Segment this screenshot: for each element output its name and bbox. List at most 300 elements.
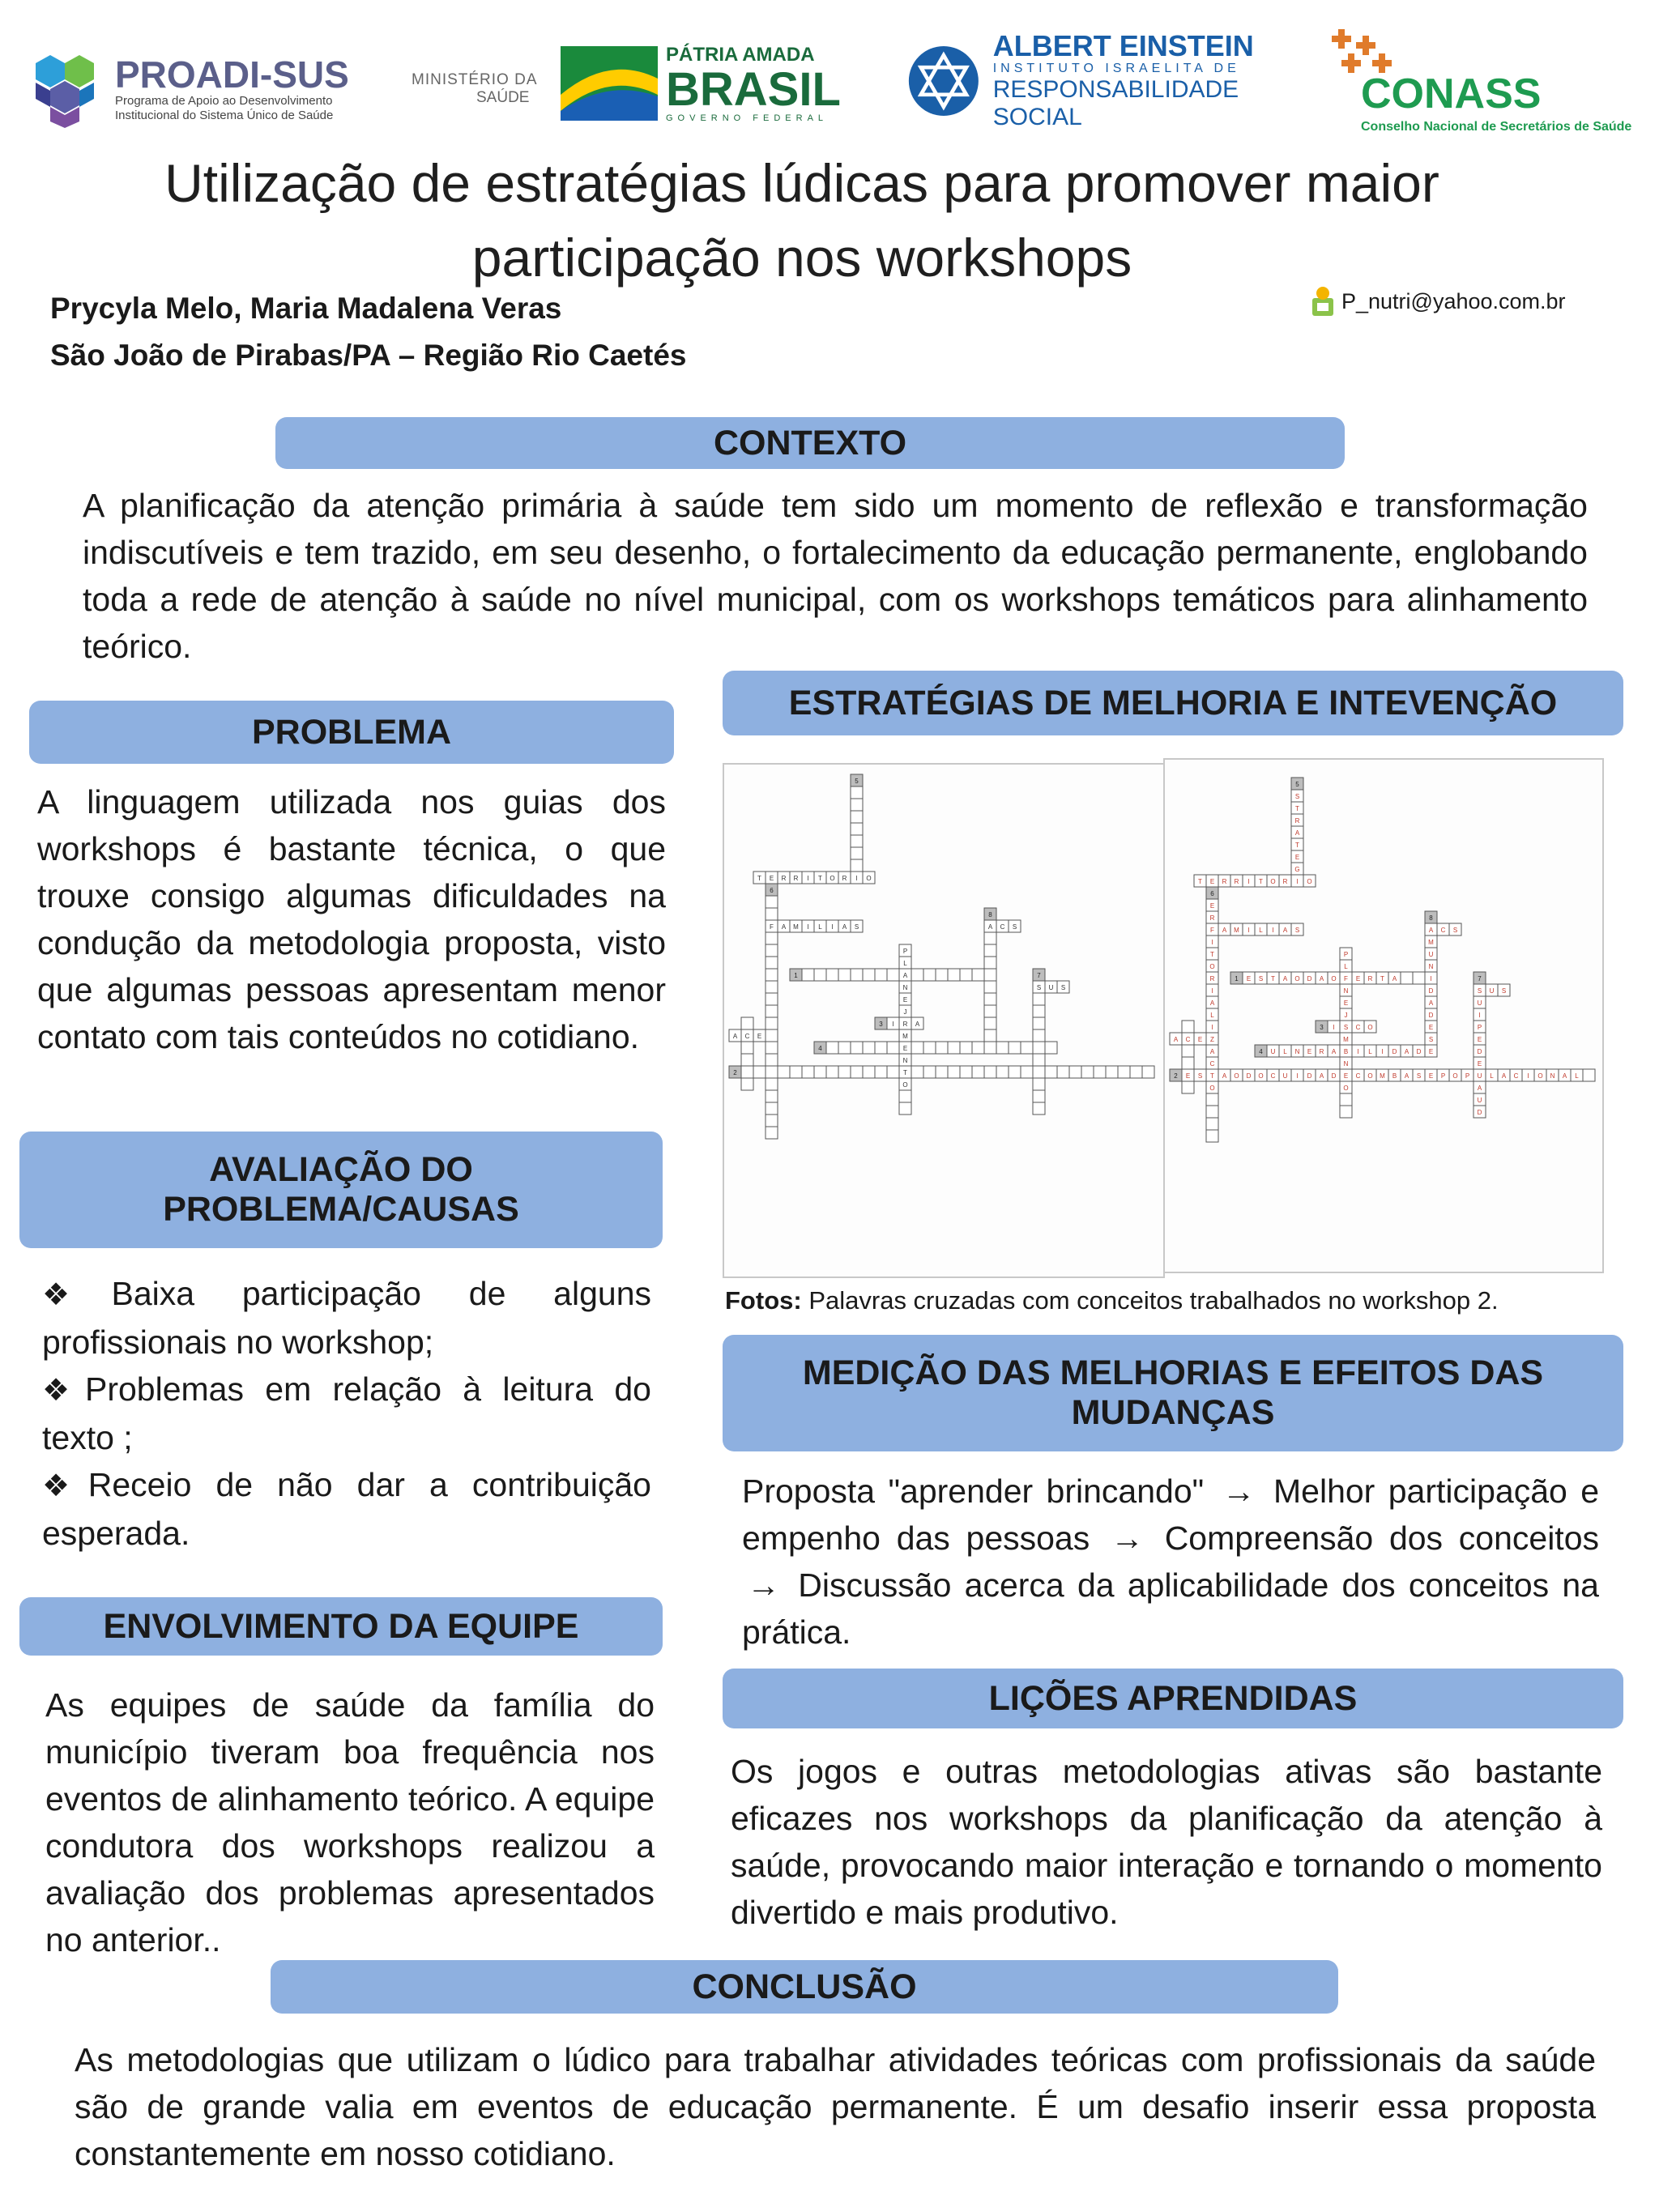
crossword-clue-number: 3	[879, 1020, 883, 1028]
title-line1: Utilização de estratégias lúdicas para promover maior	[164, 153, 1439, 213]
crossword-cell	[766, 908, 778, 920]
crossword-letter: E	[1343, 1072, 1349, 1080]
crossword-letter: U	[1048, 983, 1054, 991]
crossword-letter: E	[1209, 877, 1215, 885]
crossword-cell	[948, 969, 960, 981]
crossword-letter: I	[1333, 1023, 1335, 1031]
crossword-letter: D	[1392, 1047, 1397, 1055]
crossword-cell	[838, 1066, 851, 1078]
crossword-letter: C	[1185, 1035, 1191, 1043]
contexto-header	[275, 417, 1345, 469]
problema-heading: PROBLEMA	[251, 712, 452, 752]
crossword-cell	[960, 969, 972, 981]
crossword-letter: I	[1430, 974, 1432, 982]
crossword-letter: S	[1258, 974, 1264, 982]
crossword-letter: S	[1343, 1023, 1349, 1031]
crossword-letter: I	[1272, 926, 1274, 934]
crossword-letter: D	[1428, 987, 1434, 995]
crossword-letter: N	[1343, 1059, 1349, 1068]
problema-text: A linguagem utilizada nos guias dos workshops é bastante técnica, o que trouxe consigo algumas dificuldades na condução da metodologia proposta, visto que algumas pessoas apresentam menor contato com tais conteúdos no cotidiano.	[37, 783, 666, 1055]
crossword-cell	[984, 957, 996, 969]
crossword-letter: C	[1270, 1072, 1276, 1080]
crossword-letter: J	[903, 1008, 907, 1016]
crossword-clue-number: 4	[818, 1044, 822, 1052]
crossword-letter: C	[744, 1032, 750, 1040]
crossword-letter: U	[1477, 1072, 1482, 1080]
crossword-letter: A	[1404, 1072, 1410, 1080]
crossword-cell	[1413, 972, 1425, 984]
crossword-cell	[1206, 1093, 1218, 1106]
crossword-letter: F	[1210, 926, 1214, 934]
problema-header	[29, 701, 674, 764]
crossword-cell	[1033, 1102, 1045, 1115]
crossword-letter: A	[1319, 1072, 1324, 1080]
email-block	[1311, 285, 1566, 318]
crossword-clue-number: 6	[1210, 889, 1214, 897]
crossword-letter: L	[1575, 1072, 1579, 1080]
proadi-line2: Institucional do Sistema Único de Saúde	[115, 109, 334, 122]
crossword-cell	[996, 1066, 1009, 1078]
crossword-letter: L	[1490, 1072, 1494, 1080]
conclusao-text: As metodologias que utilizam o lúdico para trabalhar atividades teóricas com profissionais da saúde são de grande valia em eventos de educação permanente. É um desafio inserir essa proposta constantemente em nosso cotidiano.	[75, 2041, 1596, 2172]
crossword-cell	[1069, 1066, 1081, 1078]
einstein-line2: INSTITUTO ISRAELITA DE	[992, 62, 1240, 75]
right-arrow-icon: →	[747, 1566, 780, 1604]
proadi-brand: PROADI-SUS	[115, 53, 349, 96]
poster-title	[65, 146, 1539, 295]
crossword-letter: E	[1307, 1047, 1312, 1055]
crossword-letter: I	[1211, 987, 1213, 995]
medicao-header	[723, 1335, 1623, 1451]
crossword-letter: E	[1209, 901, 1215, 910]
crossword-cell	[1033, 1042, 1045, 1054]
ministerio-saude-logo	[412, 71, 541, 120]
crossword-letter: R	[1209, 974, 1215, 982]
crossword-cell	[911, 1042, 923, 1054]
crossword-letter: S	[1294, 926, 1300, 934]
medicao-part4: Discussão acerca da aplicabilidade dos conceitos na prática.	[742, 1566, 1599, 1651]
crossword-letter: U	[1477, 999, 1482, 1007]
crossword-letter: A	[987, 923, 993, 931]
crossword-letter: D	[1477, 1047, 1482, 1055]
crossword-cell	[984, 969, 996, 981]
crossword-cell	[1033, 1017, 1045, 1029]
crossword-letter: C	[1000, 923, 1005, 931]
crossword-letter: D	[1307, 974, 1312, 982]
einstein-logo	[907, 29, 1312, 130]
crossword-cell	[984, 1029, 996, 1042]
crossword-cell	[887, 1066, 899, 1078]
crossword-letter: R	[1367, 974, 1373, 982]
crossword-cell	[911, 969, 923, 981]
crossword-letter: E	[1428, 1047, 1434, 1055]
right-arrow-icon: →	[1222, 1473, 1256, 1510]
licoes-heading: LIÇÕES APRENDIDAS	[988, 1678, 1358, 1718]
crossword-cell	[899, 1102, 911, 1115]
crossword-letter: R	[1209, 914, 1215, 922]
crossword-letter: E	[1428, 1072, 1434, 1080]
proadi-sus-logo	[31, 49, 379, 130]
crossword-cell	[766, 1042, 778, 1054]
crossword-letter: S	[1197, 1072, 1203, 1080]
title-line2: participação nos workshops	[471, 228, 1132, 288]
crossword-letter: M	[1428, 938, 1434, 946]
crossword-letter: R	[1282, 877, 1288, 885]
crossword-cell	[826, 1042, 838, 1054]
licoes-header	[723, 1669, 1623, 1728]
crossword-letter: S	[1501, 987, 1507, 995]
crossword-cell	[851, 847, 863, 859]
brasil-flag-icon	[561, 46, 658, 121]
crossword-letter: E	[1355, 974, 1361, 982]
crossword-letter: D	[1416, 1047, 1422, 1055]
crossword-cell	[741, 1066, 753, 1078]
crossword-letter: O	[1367, 1072, 1373, 1080]
crossword-letter: T	[1198, 877, 1202, 885]
conclusao-header	[271, 1960, 1338, 2014]
crossword-letter: A	[1294, 829, 1300, 837]
crossword-cell	[863, 1042, 875, 1054]
crossword-letter: C	[1209, 1059, 1215, 1068]
crossword-letter: A	[1173, 1035, 1179, 1043]
crossword-cell	[1130, 1066, 1142, 1078]
crossword-cell	[984, 1005, 996, 1017]
crossword-cell	[887, 969, 899, 981]
right-arrow-icon: →	[1110, 1519, 1144, 1557]
crossword-letter: A	[1209, 999, 1215, 1007]
crossword-cell	[1401, 972, 1413, 984]
crossword-clue-number: 8	[1429, 914, 1433, 922]
avaliacao-header	[19, 1132, 663, 1248]
crossword-letter: T	[1295, 841, 1299, 849]
crossword-cell	[1094, 1066, 1106, 1078]
crossword-cell	[851, 969, 863, 981]
crossword-letter: S	[1012, 923, 1017, 931]
einstein-line3: RESPONSABILIDADE SOCIAL	[992, 76, 1239, 130]
photo-caption	[725, 1286, 1499, 1315]
brasil-line3: GOVERNO FEDERAL	[666, 113, 829, 123]
crossword-letter: M	[1380, 1072, 1385, 1080]
crossword-cell	[863, 1066, 875, 1078]
crossword-cell	[1340, 1106, 1352, 1118]
crossword-letter: F	[1344, 974, 1348, 982]
crossword-letter: N	[1343, 987, 1349, 995]
crossword-cell	[1583, 1069, 1595, 1081]
proadi-line1: Programa de Apoio ao Desenvolvimento	[115, 94, 333, 108]
crossword-clue-number: 1	[794, 971, 798, 979]
crossword-letter: D	[1246, 1072, 1252, 1080]
crossword-letter: O	[1258, 1072, 1264, 1080]
envolvimento-heading: ENVOLVIMENTO DA EQUIPE	[103, 1606, 579, 1646]
crossword-letter: I	[1211, 1023, 1213, 1031]
crossword-letter: D	[1428, 1011, 1434, 1019]
crossword-letter: D	[1307, 1072, 1312, 1080]
email-address[interactable]: P_nutri@yahoo.com.br	[1341, 288, 1566, 313]
crossword-letter: A	[1209, 1047, 1215, 1055]
crossword-cell	[851, 811, 863, 823]
crossword-letter: A	[781, 923, 787, 931]
crossword-letter: A	[1404, 1047, 1410, 1055]
crossword-cell	[1142, 1066, 1154, 1078]
crossword-cell	[766, 1090, 778, 1102]
crossword-letter: O	[1234, 1072, 1239, 1080]
crossword-letter: S	[1416, 1072, 1422, 1080]
crossword-letter: T	[1259, 877, 1263, 885]
crossword-cell	[948, 1066, 960, 1078]
crossword-letter: A	[842, 923, 847, 931]
crossword-cell	[1206, 1118, 1218, 1130]
avaliacao-heading-line2: PROBLEMA/CAUSAS	[163, 1190, 519, 1229]
crossword-letter: B	[1343, 1047, 1349, 1055]
contexto-text: A planificação da atenção primária à saúde tem sido um momento de reflexão e transformação indiscutíveis e tem trazido, em seu desenho, o fortalecimento da educação permanente, englobando toda a rede de atenção à saúde no nível municipal, com os workshops temáticos para alinhamento teórico.	[83, 487, 1588, 665]
crossword-cell	[1340, 1093, 1352, 1106]
brasil-logo	[561, 39, 852, 128]
crossword-letter: T	[903, 1068, 907, 1076]
crossword-letter: D	[1331, 1072, 1337, 1080]
crossword-letter: S	[1060, 983, 1066, 991]
caption-label: Fotos:	[725, 1286, 802, 1315]
crossword-cell	[838, 969, 851, 981]
crossword-letter: T	[1210, 1072, 1214, 1080]
crossword-letter: S	[1428, 1035, 1434, 1043]
crossword-cell	[984, 1042, 996, 1054]
author-location: São João de Pirabas/PA – Região Rio Caetés	[50, 339, 687, 372]
crossword-cell	[984, 1066, 996, 1078]
crossword-cell	[1033, 1029, 1045, 1042]
crossword-letter: U	[1477, 1096, 1482, 1104]
crossword-cell	[766, 1102, 778, 1115]
crossword-letter: S	[1036, 983, 1042, 991]
avaliacao-list	[42, 1270, 651, 1557]
crossword-letter: A	[1331, 1047, 1337, 1055]
crossword-letter: L	[1283, 1047, 1287, 1055]
crossword-letter: A	[1477, 1084, 1482, 1092]
crossword-letter: L	[1210, 1011, 1214, 1019]
crossword-cell	[1106, 1066, 1118, 1078]
medicao-part1: Proposta "aprender brincando"	[742, 1473, 1205, 1510]
crossword-cell	[1021, 1042, 1033, 1054]
conass-subtitle: Conselho Nacional de Secretários de Saúde	[1361, 120, 1632, 134]
bullet-diamond-icon: ❖	[42, 1374, 82, 1408]
crossword-letter: E	[769, 874, 774, 882]
crossword-letter: Z	[1210, 1035, 1214, 1043]
envolvimento-header	[19, 1597, 663, 1656]
crossword-cell	[984, 1017, 996, 1029]
einstein-line1: ALBERT EINSTEIN	[992, 29, 1254, 62]
crossword-letter: A	[1392, 974, 1397, 982]
avaliacao-item	[42, 1461, 651, 1557]
crossword-letter: N	[1294, 1047, 1300, 1055]
crossword-cell	[778, 1066, 790, 1078]
crossword-letter: I	[1357, 1047, 1359, 1055]
crossword-cell	[1182, 1057, 1194, 1069]
crossword-cell	[875, 1066, 887, 1078]
crossword-letter: A	[915, 1020, 920, 1028]
crossword-clue-number: 3	[1320, 1023, 1324, 1031]
crossword-letter: I	[1247, 877, 1250, 885]
crossword-cell	[1118, 1066, 1130, 1078]
conclusao-heading: CONCLUSÃO	[692, 1967, 917, 2006]
crossword-letter: O	[1343, 1084, 1349, 1092]
crossword-cell	[826, 1066, 838, 1078]
crossword-letter: A	[1282, 974, 1288, 982]
crossword-cell	[875, 969, 887, 981]
crossword-letter: T	[1380, 974, 1384, 982]
crossword-letter: I	[831, 923, 834, 931]
medicao-heading-line1: MEDIÇÃO DAS MELHORIAS E EFEITOS DAS	[802, 1353, 1544, 1392]
crossword-cell	[1033, 1066, 1045, 1078]
crossword-filled-grid	[1165, 760, 1602, 1272]
crossword-cell	[790, 1066, 802, 1078]
crossword-letter: R	[902, 1020, 908, 1028]
crossword-cell	[753, 1066, 766, 1078]
crossword-cell	[1182, 1081, 1194, 1093]
crossword-cell	[851, 786, 863, 799]
crossword-cell	[766, 896, 778, 908]
crossword-letter: S	[854, 923, 859, 931]
medicao-part2: Melhor participação e empenho das pessoas	[742, 1473, 1600, 1557]
crossword-cell	[851, 1042, 863, 1054]
crossword-letter: A	[732, 1032, 738, 1040]
crossword-clue-number: 4	[1259, 1047, 1263, 1055]
crossword-letter: B	[1392, 1072, 1397, 1080]
avaliacao-list-container	[42, 1270, 651, 1557]
contexto-heading: CONTEXTO	[713, 423, 907, 462]
crossword-cell	[766, 1066, 778, 1078]
crossword-letter: E	[1185, 1072, 1191, 1080]
crossword-cell	[1057, 1066, 1069, 1078]
crossword-letter: U	[1270, 1047, 1276, 1055]
envolvimento-text: As equipes de saúde da família do município tiveram boa frequência nos eventos de alinhamento teórico. A equipe condutora dos workshops realizou a avaliação dos problemas apresentados no anterior..	[45, 1686, 655, 1958]
crossword-letter: S	[1294, 792, 1300, 800]
avaliacao-item-text: Problemas em relação à leitura do texto ;	[42, 1370, 651, 1456]
crossword-letter: D	[1477, 1108, 1482, 1116]
crossword-letter: L	[1368, 1047, 1372, 1055]
crossword-cell	[972, 1066, 984, 1078]
crossword-cell	[875, 1042, 887, 1054]
conass-brand: CONASS	[1361, 70, 1542, 117]
avaliacao-item	[42, 1366, 651, 1461]
crossword-letter: A	[1501, 1072, 1507, 1080]
crossword-cell	[984, 981, 996, 993]
crossword-cell	[960, 1066, 972, 1078]
crossword-cell	[1009, 1042, 1021, 1054]
crossword-letter: F	[770, 923, 774, 931]
crossword-blank	[723, 763, 1165, 1278]
crossword-cell	[766, 957, 778, 969]
crossword-letter: T	[1295, 804, 1299, 812]
crossword-letter: T	[757, 874, 761, 882]
crossword-letter: O	[1367, 1023, 1373, 1031]
crossword-cell	[802, 1066, 814, 1078]
crossword-cell	[766, 993, 778, 1005]
crossword-cell	[741, 1017, 753, 1029]
crossword-letter: A	[1428, 926, 1434, 934]
crossword-cell	[851, 835, 863, 847]
crossword-letter: L	[1259, 926, 1263, 934]
crossword-cell	[1033, 1005, 1045, 1017]
crossword-cell	[814, 969, 826, 981]
crossword-cell	[1182, 1021, 1194, 1033]
crossword-cell	[766, 1115, 778, 1127]
crossword-letter: P	[1465, 1072, 1470, 1080]
crossword-letter: A	[1282, 926, 1288, 934]
contact-person-icon	[1311, 285, 1335, 318]
crossword-letter: T	[818, 874, 822, 882]
avaliacao-item-text: Baixa participação de alguns profissionais no workshop;	[42, 1275, 651, 1361]
crossword-cell	[766, 944, 778, 957]
estrategias-header	[723, 671, 1623, 735]
crossword-cell	[741, 1054, 753, 1066]
crossword-cell	[766, 932, 778, 944]
crossword-letter: P	[1440, 1072, 1446, 1080]
crossword-letter: O	[830, 874, 835, 882]
crossword-letter: O	[1294, 974, 1300, 982]
crossword-letter: R	[1294, 816, 1300, 825]
crossword-letter: C	[1440, 926, 1446, 934]
einstein-star-icon	[907, 42, 980, 120]
brasil-line2: BRASIL	[666, 63, 841, 116]
crossword-letter: R	[842, 874, 847, 882]
crossword-letter: P	[902, 947, 908, 955]
crossword-letter: A	[1319, 974, 1324, 982]
crossword-letter: O	[902, 1080, 908, 1089]
crossword-cell	[766, 969, 778, 981]
crossword-cell	[766, 1029, 778, 1042]
crossword-letter: I	[807, 874, 809, 882]
crossword-letter: M	[902, 1032, 908, 1040]
crossword-cell	[851, 1066, 863, 1078]
crossword-filled	[1163, 758, 1604, 1273]
crossword-cell	[766, 1017, 778, 1029]
crossword-letter: A	[1222, 926, 1227, 934]
crossword-cell	[1081, 1066, 1094, 1078]
crossword-cell	[1206, 1130, 1218, 1142]
crossword-letter: A	[1428, 999, 1434, 1007]
crossword-letter: C	[1513, 1072, 1519, 1080]
crossword-cell	[1033, 993, 1045, 1005]
crossword-clue-number: 8	[988, 910, 992, 918]
crossword-cell	[984, 944, 996, 957]
crossword-letter: U	[1428, 950, 1434, 958]
crossword-cell	[972, 969, 984, 981]
avaliacao-heading-line1: AVALIAÇÃO DO	[209, 1150, 473, 1189]
crossword-letter: E	[1294, 853, 1300, 861]
crossword-cell	[1021, 1066, 1033, 1078]
crossword-letter: I	[1296, 1072, 1299, 1080]
crossword-letter: E	[1477, 1035, 1482, 1043]
licoes-text: Os jogos e outras metodologias ativas são bastante eficazes nos workshops da planificação da atenção à saúde, provocando maior interação e tornando o momento divertido e mais produtivo.	[731, 1753, 1602, 1931]
crossword-cell	[936, 969, 948, 981]
bullet-diamond-icon: ❖	[42, 1278, 109, 1312]
crossword-letter: I	[1247, 926, 1250, 934]
crossword-cell	[1206, 1106, 1218, 1118]
author-names: Prycyla Melo, Maria Madalena Veras	[50, 292, 562, 325]
crossword-cell	[1182, 1045, 1194, 1057]
crossword-letter: C	[1355, 1072, 1361, 1080]
crossword-letter: C	[1355, 1023, 1361, 1031]
crossword-cell	[826, 969, 838, 981]
bullet-diamond-icon: ❖	[42, 1469, 85, 1503]
crossword-cell	[851, 859, 863, 872]
brasil-line1: PÁTRIA AMADA	[666, 44, 815, 66]
crossword-letter: P	[1343, 950, 1349, 958]
crossword-clue-number: 2	[733, 1068, 737, 1076]
crossword-clue-number: 7	[1037, 971, 1041, 979]
crossword-clue-number: 7	[1478, 974, 1482, 982]
crossword-letter: S	[1477, 987, 1482, 995]
crossword-cell	[923, 969, 936, 981]
